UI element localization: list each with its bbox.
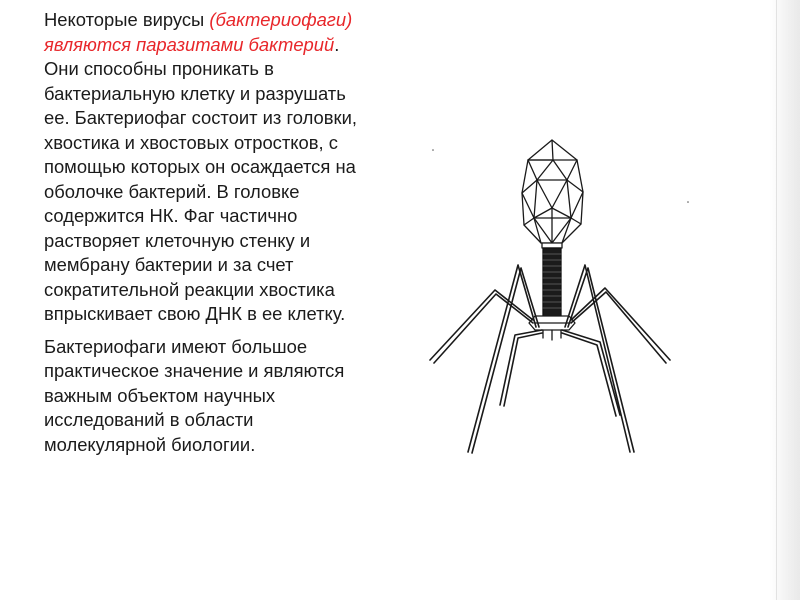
paragraph-significance: Бактериофаги имеют большое практическое значение и являются важным объектом научных исследований в области молекулярной биологии.: [44, 335, 345, 455]
intro-text-rest: . Они способны проникать в бактериальную клетку и разрушать ее. Бактериофаг состоит из головки, хвостика и хвостовых отростков, с помощью которых он осаждается на оболочке бактерий. В головке содержится НК. Фаг частично растворяет клеточную стенку и мембрану бактерии и за счет сократительной реакции хвостика впрыскивает свою ДНК в ее клетку.: [44, 33, 357, 324]
phage-head: [522, 140, 583, 243]
phage-tail: [543, 248, 561, 316]
paragraph-intro: [44, 8, 362, 327]
intro-text-start: Некоторые вирусы: [44, 9, 210, 30]
phage-collar: [542, 243, 562, 248]
bacteriophage-icon: [425, 130, 695, 460]
highlighted-term: (бактериофаги) являются паразитами бактерий: [44, 9, 353, 55]
page-edge: [770, 0, 800, 600]
slide-text: [44, 8, 362, 457]
